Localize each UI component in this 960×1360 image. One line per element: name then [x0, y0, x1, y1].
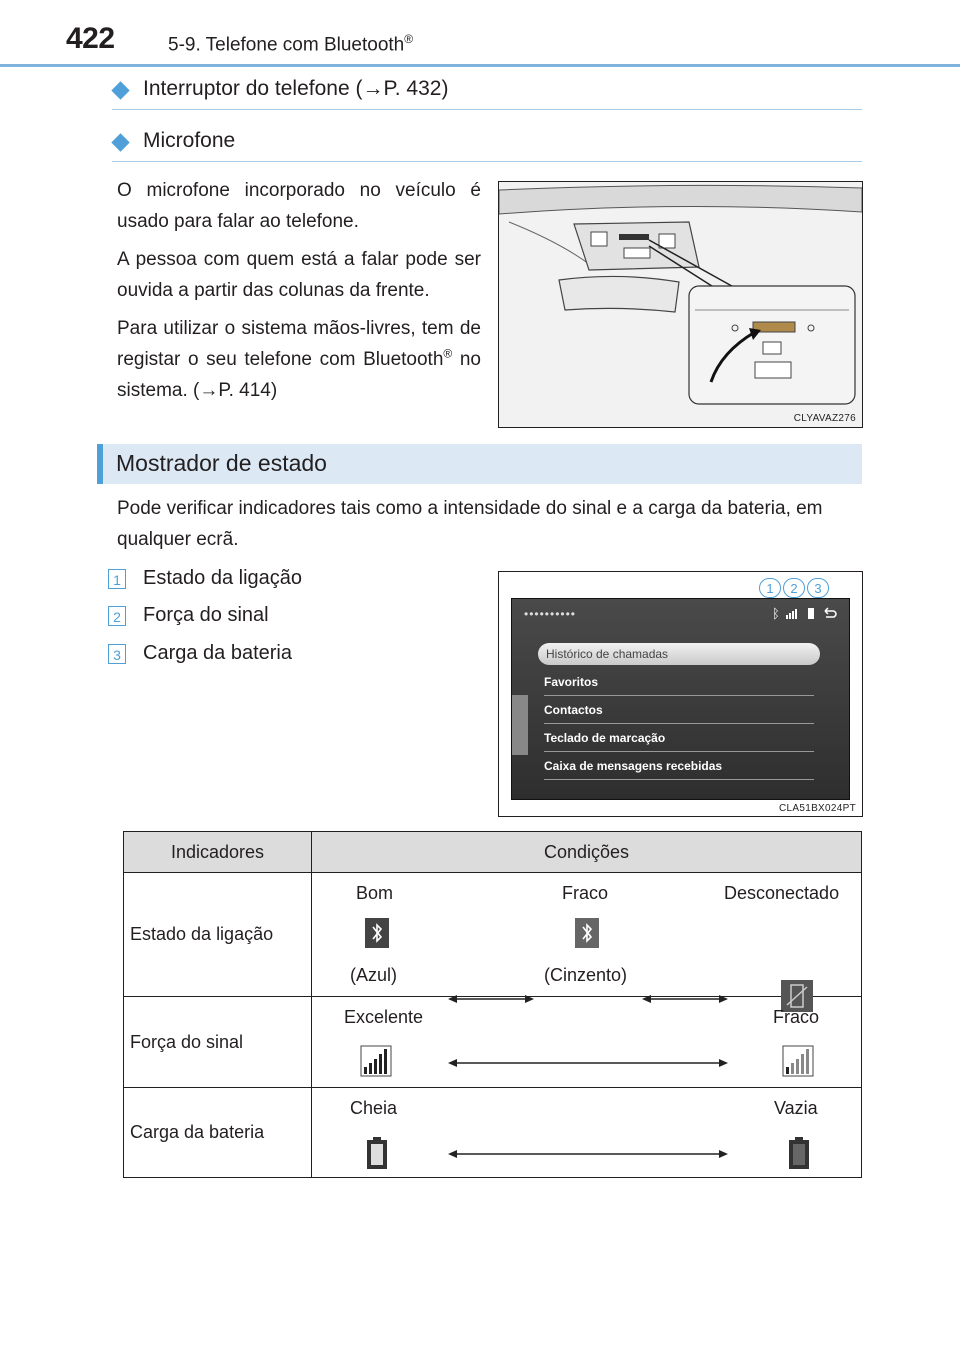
table-header-row: [124, 832, 862, 873]
bluetooth-grey-icon: [574, 917, 600, 949]
callout-2: 2: [783, 578, 805, 598]
indicator-connection: Estado da ligação: [124, 873, 312, 997]
callout-numbers: [759, 578, 829, 598]
overhead-console-drawing: [499, 182, 862, 427]
list-item-signal: Força do sinal: [143, 604, 269, 626]
image-code: CLYAVAZ276: [793, 413, 856, 424]
microphone-paragraph-3: [117, 313, 481, 406]
state-full: Cheia: [350, 1098, 398, 1118]
display-screen: [511, 598, 850, 800]
chapter-title: [168, 32, 413, 56]
microphone-paragraph-1: O microfone incorporado no veículo é usado para falar ao telefone.: [117, 180, 481, 232]
microphone-illustration: [498, 181, 863, 428]
indicator-signal: Força do sinal: [124, 997, 312, 1088]
menu-item-contacts[interactable]: Contactos: [544, 703, 814, 724]
state-weak: Fraco: [773, 1007, 820, 1027]
bluetooth-icon: ᛒ: [772, 607, 780, 621]
callout-1: 1: [759, 578, 781, 598]
table-row: [124, 1088, 862, 1178]
microphone-paragraph-2: A pessoa com quem está a falar pode ser ouvida a partir das colunas da frente.: [117, 249, 481, 301]
registered-mark: ®: [443, 346, 453, 361]
table-row: [124, 997, 862, 1088]
phone-switch-heading: [112, 75, 862, 110]
number-badge: 1: [108, 569, 126, 589]
header-indicators: Indicadores: [124, 832, 312, 873]
side-tab[interactable]: [512, 695, 528, 755]
signal-full-icon: [360, 1045, 392, 1077]
number-badge: 2: [108, 606, 126, 626]
list-item-battery: Carga da bateria: [143, 642, 292, 664]
list-item-connection: Estado da ligação: [143, 567, 303, 589]
microphone-title: Microfone: [143, 129, 236, 152]
color-blue: (Azul): [350, 965, 398, 985]
conditions-battery: [312, 1088, 862, 1178]
double-arrow-icon: [448, 1058, 728, 1068]
menu-item-favorites[interactable]: Favoritos: [544, 675, 814, 696]
microphone-heading: [112, 127, 862, 162]
bluetooth-blue-icon: [364, 917, 390, 949]
state-disconnected: Desconectado: [724, 883, 840, 903]
status-icons: [770, 605, 842, 621]
state-good: Bom: [356, 883, 394, 903]
table-row: [124, 873, 862, 997]
page-number: 422: [66, 22, 115, 55]
paragraph-3-text: Para utilizar o sistema mãos-livres, tem de registar o seu telefone com Bluetooth: [117, 318, 481, 370]
status-indicator-table: [123, 831, 862, 1178]
chapter-title-text: 5-9. Telefone com Bluetooth: [168, 34, 405, 56]
conditions-signal: [312, 997, 862, 1088]
diamond-bullet-icon: [111, 133, 129, 151]
indicator-battery: Carga da bateria: [124, 1088, 312, 1178]
phone-switch-title: Interruptor do telefone (→P. 432): [143, 77, 449, 100]
battery-empty-icon: [788, 1136, 810, 1170]
status-display-heading: [97, 444, 862, 484]
paragraph-3-ref: no sistema. (→P. 414): [117, 349, 481, 401]
battery-full-icon: [366, 1136, 388, 1170]
status-intro: Pode verificar indicadores tais como a intensidade do sinal e a carga da bateria, em qualquer ecrã.: [117, 498, 823, 550]
state-excellent: Excelente: [344, 1007, 424, 1027]
menu-item-call-history[interactable]: Histórico de chamadas: [538, 643, 820, 665]
dots-indicator: ••••••••••: [524, 607, 577, 621]
image-code: CLA51BX024PT: [779, 803, 856, 814]
color-grey: (Cinzento): [544, 965, 628, 985]
registered-mark: ®: [404, 32, 414, 46]
header-conditions: Condições: [312, 832, 862, 873]
conditions-connection: [312, 873, 862, 997]
phone-screen-illustration: [498, 571, 863, 817]
state-weak: Fraco: [562, 883, 609, 903]
header-rule: [0, 64, 960, 67]
double-arrow-icon: [448, 1149, 728, 1159]
state-empty: Vazia: [774, 1098, 818, 1118]
heading-accent-bar: [97, 444, 103, 484]
status-display-title: Mostrador de estado: [116, 450, 327, 476]
menu-item-keypad[interactable]: Teclado de marcação: [544, 731, 814, 752]
number-badge: 3: [108, 644, 126, 664]
menu-item-inbox[interactable]: Caixa de mensagens recebidas: [544, 759, 814, 780]
signal-weak-icon: [782, 1045, 814, 1077]
diamond-bullet-icon: [111, 81, 129, 99]
callout-3: 3: [807, 578, 829, 598]
